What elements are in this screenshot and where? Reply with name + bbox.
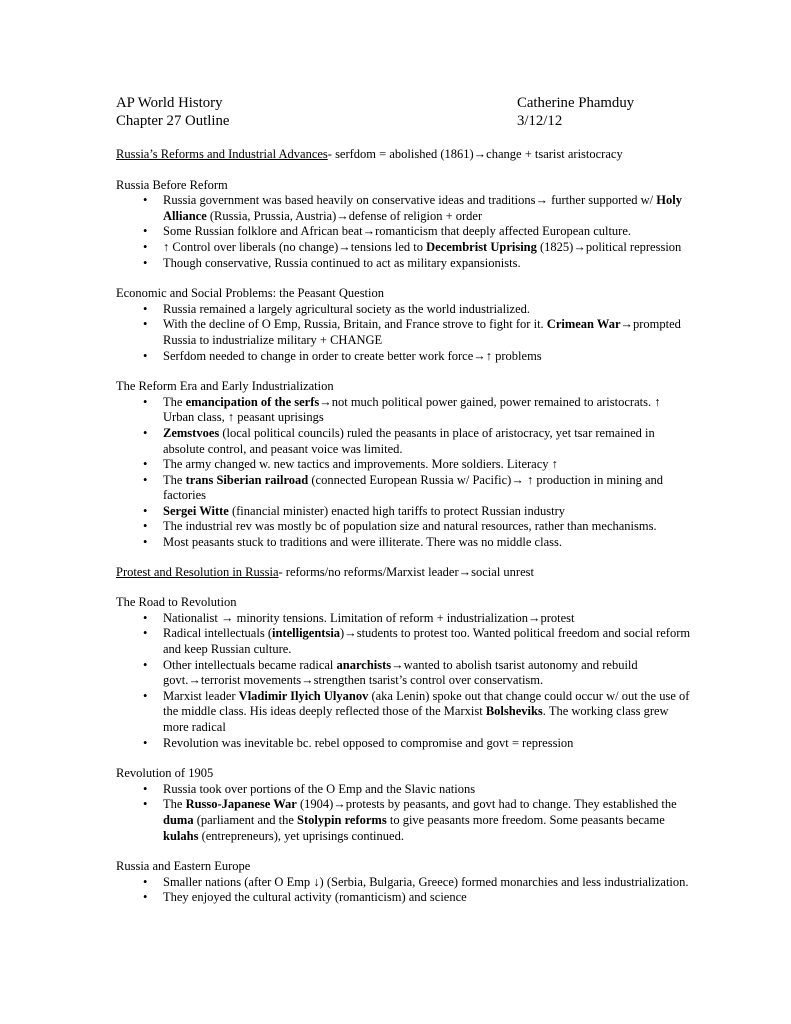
bullet-item — [116, 349, 691, 365]
bullet-text: The — [163, 797, 186, 812]
bullet-item — [116, 317, 691, 348]
bullet-item — [116, 890, 691, 906]
bullet-item — [116, 782, 691, 798]
bullet-text: Revolution was inevitable bc. rebel opposed to compromise and govt = repression — [163, 735, 574, 750]
bullet-text: Some Russian folklore and African beat→romanticism that deeply affected European culture. — [163, 224, 632, 239]
bullet-list — [116, 302, 691, 364]
bullet-text: Russia government was based heavily on conservative ideas and traditions→ further supported w/ — [163, 193, 657, 208]
bold-term: intelligentsia — [271, 626, 341, 641]
bullet-text: Other intellectuals became radical — [163, 657, 337, 672]
bullet-text: The army changed w. new tactics and improvements. More soldiers. Literacy ↑ — [163, 457, 558, 472]
bullet-item — [116, 504, 691, 520]
bold-term: emancipation of the serfs — [185, 394, 320, 409]
bullet-text: Though conservative, Russia continued to act as military expansionists. — [163, 255, 521, 270]
bullet-list — [116, 875, 691, 906]
major-heading — [116, 147, 691, 163]
bullet-item — [116, 535, 691, 551]
bold-term: Vladimir Ilyich Ulyanov — [238, 688, 369, 703]
bold-term: duma — [163, 812, 194, 827]
bullet-text: Russia remained a largely agricultural society as the world industrialized. — [163, 301, 531, 316]
bullet-text: →wanted to abolish tsarist autonomy and rebuild govt.→terrorist movements→strengthen tsarist’s control over conservatism. — [163, 657, 638, 688]
bullet-text: (aka Lenin) spoke out that change could occur w/ out the use of the middle class. His ideas deeply reflected those of the Marxist — [163, 688, 690, 719]
bold-term: Sergei Witte — [163, 503, 229, 518]
header-row-2 — [116, 112, 691, 130]
bullet-item — [116, 224, 691, 240]
bullet-text: →not much political power gained, power remained to aristocrats. ↑ Urban class, ↑ peasant uprisings — [163, 394, 661, 425]
bullet-item — [116, 302, 691, 318]
bullet-item — [116, 611, 691, 627]
bullet-text: (parliament and the — [193, 812, 298, 827]
bullet-text: Smaller nations (after O Emp ↓) (Serbia, Bulgaria, Greece) formed monarchies and less industrialization. — [163, 874, 689, 889]
section-heading: Revolution of 1905 — [116, 766, 214, 781]
bullet-text: Radical intellectuals ( — [163, 626, 272, 641]
bold-term: Bolsheviks — [485, 704, 543, 719]
bullet-item — [116, 240, 691, 256]
bullet-text: (entrepreneurs), yet uprisings continued. — [198, 828, 404, 843]
bullet-list — [116, 611, 691, 751]
bullet-text: (financial minister) enacted high tariffs to protect Russian industry — [228, 503, 565, 518]
bold-term: kulahs — [163, 828, 199, 843]
bullet-list — [116, 782, 691, 844]
bullet-text: With the decline of O Emp, Russia, Britain, and France strove to fight for it. — [163, 317, 547, 332]
bullet-item — [116, 193, 691, 224]
bullet-text: (Russia, Prussia, Austria)→defense of religion + order — [206, 208, 483, 223]
bold-term: Russo-Japanese War — [185, 797, 297, 812]
document-date: 3/12/12 — [517, 113, 563, 129]
bullet-text: . The working class grew more radical — [163, 704, 669, 734]
bullet-item — [116, 626, 691, 657]
bullet-item — [116, 473, 691, 504]
section-heading: Economic and Social Problems: the Peasant Question — [116, 286, 385, 301]
section-heading: The Reform Era and Early Industrialization — [116, 379, 334, 394]
document-page — [116, 94, 691, 906]
bullet-item — [116, 395, 691, 426]
bullet-text: (connected European Russia w/ Pacific)→ ↑ production in mining and factories — [163, 472, 664, 503]
bold-term: anarchists — [336, 657, 392, 672]
bullet-item — [116, 256, 691, 272]
bullet-text: The industrial rev was mostly bc of population size and natural resources, rather than mechanisms. — [163, 519, 657, 534]
header-row-1 — [116, 94, 691, 112]
bullet-text: (local political councils) ruled the peasants in place of aristocracy, yet tsar remained in absolute control, and peasant voice was limited. — [163, 425, 655, 456]
bullet-item — [116, 457, 691, 473]
bullet-item — [116, 736, 691, 752]
course-title: AP World History — [116, 95, 223, 111]
bullet-text: (1825)→political repression — [536, 239, 682, 254]
section-heading: The Road to Revolution — [116, 595, 237, 610]
bullet-text: Russia took over portions of the O Emp and the Slavic nations — [163, 781, 476, 796]
outline-title: Chapter 27 Outline — [116, 113, 230, 129]
bullet-text: Serfdom needed to change in order to create better work force→↑ problems — [163, 348, 542, 363]
bullet-list — [116, 193, 691, 271]
bullet-item — [116, 797, 691, 844]
bullet-item — [116, 689, 691, 736]
bullet-item — [116, 658, 691, 689]
bold-term: Decembrist Uprising — [426, 239, 537, 254]
major-heading-title: Protest and Resolution in Russia — [116, 564, 279, 579]
bullet-item — [116, 519, 691, 535]
major-heading-title: Russia’s Reforms and Industrial Advances — [116, 147, 328, 161]
bullet-text: The — [163, 394, 186, 409]
bullet-item — [116, 426, 691, 457]
outline-body — [116, 147, 691, 906]
major-heading-summary: - serfdom = abolished (1861)→change + tsarist aristocracy — [327, 147, 623, 161]
major-heading — [116, 565, 691, 581]
author-name: Catherine Phamduy — [517, 95, 635, 111]
bold-term: trans Siberian railroad — [185, 472, 309, 487]
bold-term: Stolypin reforms — [297, 812, 387, 827]
bullet-text: Most peasants stuck to traditions and were illiterate. There was no middle class. — [163, 535, 562, 550]
section-heading: Russia Before Reform — [116, 177, 228, 192]
bullet-text: The — [163, 472, 186, 487]
bullet-item — [116, 875, 691, 891]
bold-term: Zemstvoes — [163, 425, 220, 440]
bullet-text: →prompted Russia to industrialize military + CHANGE — [163, 317, 681, 347]
major-heading-summary: - reforms/no reforms/Marxist leader→social unrest — [278, 564, 534, 579]
bullet-text: ↑ Control over liberals (no change)→tensions led to — [163, 239, 427, 254]
bullet-text: to give peasants more freedom. Some peasants became — [386, 812, 665, 827]
section-heading: Russia and Eastern Europe — [116, 859, 251, 874]
bullet-text: Marxist leader — [163, 688, 239, 703]
bullet-text: (1904)→protests by peasants, and govt had to change. They established the — [296, 797, 677, 812]
bullet-list — [116, 395, 691, 551]
bullet-text: )→students to protest too. Wanted political freedom and social reform and keep Russian culture. — [163, 626, 691, 657]
bullet-text: They enjoyed the cultural activity (romanticism) and science — [163, 890, 467, 905]
bold-term: Holy Alliance — [163, 193, 682, 223]
bullet-text: Nationalist → minority tensions. Limitation of reform + industrialization→protest — [163, 610, 575, 625]
bold-term: Crimean War — [546, 317, 621, 332]
